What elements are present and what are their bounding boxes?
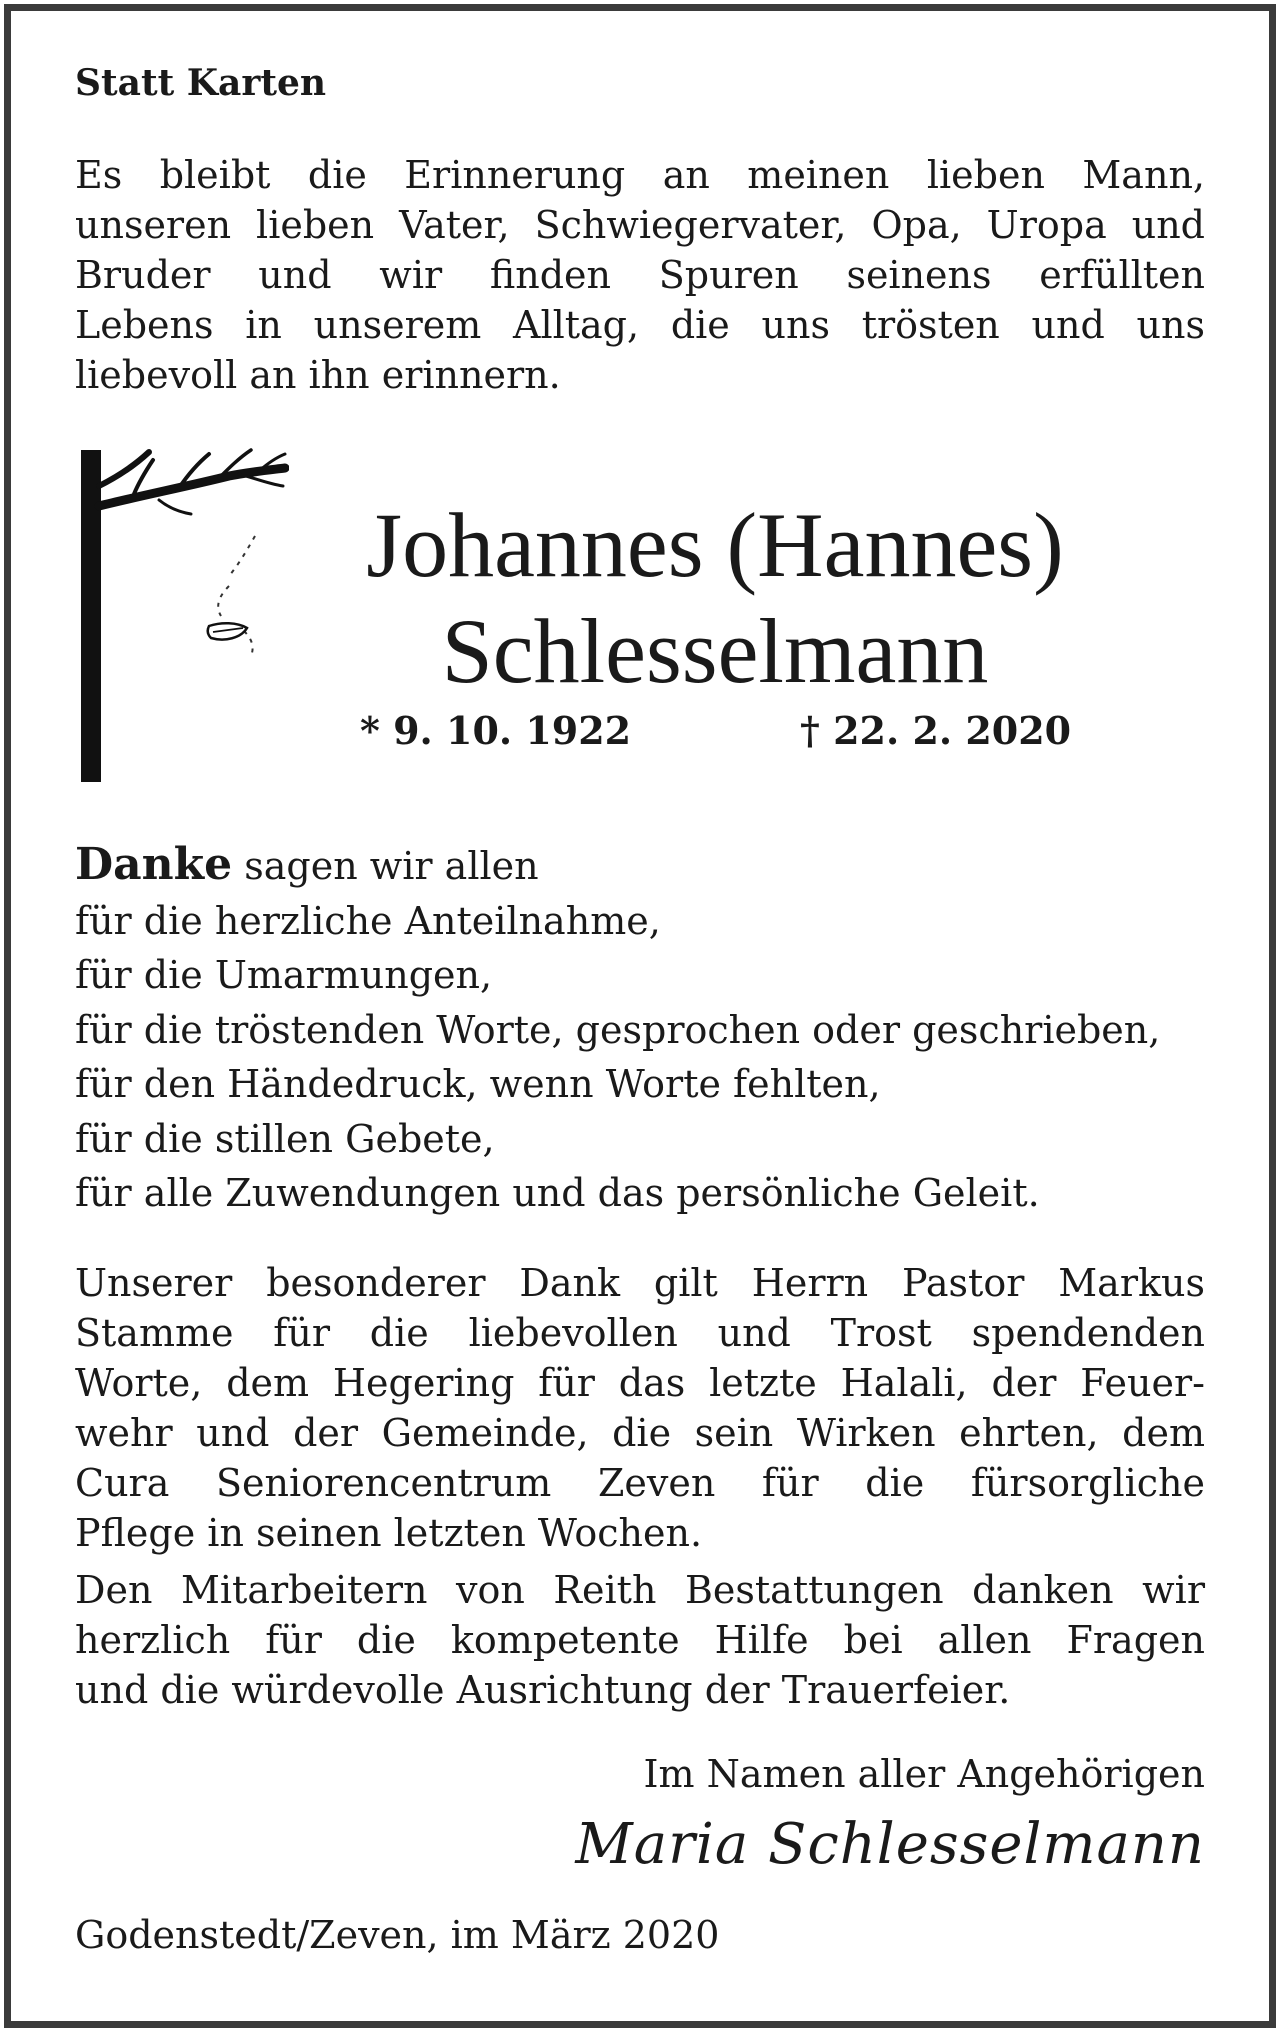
name-line-surname: Schlesselmann: [441, 600, 989, 702]
special-thanks-line: Unserer besonderer Dank gilt Herrn Pastor Markus: [75, 1261, 1205, 1305]
thanks-line: für die herzliche Anteilnahme,: [75, 898, 661, 943]
special-thanks-line: Cura Seniorencentrum Zeven für die fürsorgliche: [75, 1461, 1205, 1505]
birth-date: * 9. 10. 1922: [360, 708, 632, 753]
special-thanks-line: Pflege in seinen letzten Wochen.: [75, 1511, 703, 1555]
special-thanks-paragraph: [75, 1258, 1205, 1558]
funeral-thanks-line: Den Mitarbeitern von Reith Bestattungen danken wir: [75, 1568, 1205, 1612]
deceased-name: [305, 492, 1125, 704]
thanks-line: für den Händedruck, wenn Worte fehlten,: [75, 1062, 881, 1106]
bare-tree-icon: [79, 446, 289, 786]
funeral-thanks-paragraph: [75, 1565, 1205, 1715]
intro-line: Bruder und wir finden Spuren seinens erfüllten: [75, 253, 1205, 297]
funeral-thanks-line: und die würdevolle Ausrichtung der Trauerfeier.: [75, 1668, 1011, 1712]
special-thanks-line: Stamme für die liebevollen und Trost spendenden: [75, 1311, 1205, 1355]
thanks-line: für die Umarmungen,: [75, 953, 493, 997]
intro-line: liebevoll an ihn erinnern.: [75, 353, 561, 397]
intro-paragraph: [75, 150, 1205, 400]
intro-line: Lebens in unserem Alltag, die uns trösten und uns: [75, 303, 1205, 347]
notice-heading: Statt Karten: [75, 62, 327, 104]
thanks-heading: Danke: [75, 839, 233, 890]
intro-line: Es bleibt die Erinnerung an meinen lieben Mann,: [75, 153, 1205, 197]
thanks-line: für die tröstenden Worte, gesprochen oder geschrieben,: [75, 1007, 1161, 1052]
thanks-list: [75, 838, 1160, 1221]
name-line-first: Johannes (Hannes): [366, 494, 1064, 596]
signature: Maria Schlesselmann: [575, 1812, 1205, 1877]
thanks-heading-line: [75, 838, 1160, 894]
special-thanks-line: Worte, dem Hegering für das letzte Halali, der Feuer-: [75, 1361, 1205, 1405]
special-thanks-line: wehr und der Gemeinde, die sein Wirken ehrten, dem: [75, 1411, 1205, 1455]
intro-line: unseren lieben Vater, Schwiegervater, Opa, Uropa und: [75, 203, 1205, 247]
death-date: † 22. 2. 2020: [800, 708, 1072, 753]
thanks-heading-rest: sagen wir allen: [232, 844, 539, 888]
on-behalf-line: Im Namen aller Angehörigen: [643, 1752, 1205, 1796]
place-date: Godenstedt/Zeven, im März 2020: [75, 1913, 720, 1957]
funeral-thanks-line: herzlich für die kompetente Hilfe bei allen Fragen: [75, 1618, 1205, 1662]
thanks-line: für die stillen Gebete,: [75, 1116, 495, 1161]
thanks-line: für alle Zuwendungen und das persönliche Geleit.: [75, 1171, 1040, 1215]
